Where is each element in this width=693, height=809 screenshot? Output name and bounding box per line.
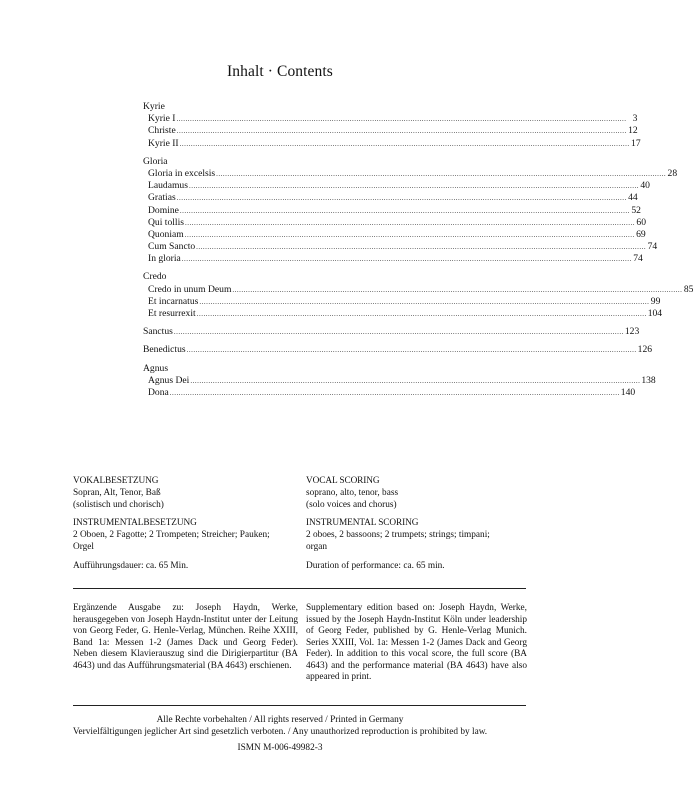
scoring-german <box>73 476 288 580</box>
toc-entry-label: Dona <box>148 386 169 398</box>
toc-entry-label: Cum Sancto <box>148 241 196 253</box>
duration-text: Duration of performance: ca. 65 min. <box>306 560 445 571</box>
instrumental-scoring-line: Orgel <box>73 541 94 552</box>
toc-entry <box>143 192 638 204</box>
rights-notice: Alle Rechte vorbehalten / All rights reserved / Printed in Germany <box>156 715 404 725</box>
toc-entry <box>143 241 658 253</box>
dot-leader: ........................................................................................................................................................................................................ <box>179 206 630 215</box>
duration-text: Aufführungsdauer: ca. 65 Min. <box>73 560 189 571</box>
toc-section-heading: Gloria <box>143 155 168 167</box>
toc-page-number: 12 <box>628 125 638 137</box>
toc-entry-label: Laudamus <box>148 180 188 192</box>
toc-entry-label: Gratias <box>148 192 176 204</box>
instrumental-scoring-line: 2 oboes, 2 bassoons; 2 trumpets; strings; timpani; <box>306 530 490 541</box>
toc-entry <box>143 137 641 150</box>
dot-leader: ........................................................................................................................................................................................................ <box>176 115 627 124</box>
toc-page-number: 44 <box>628 192 638 204</box>
toc-page-number: 28 <box>667 167 678 179</box>
instrumental-scoring-line: 2 Oboen, 2 Fagotte; 2 Trompeten; Streicher; Pauken; <box>73 530 270 541</box>
toc-page-number: 123 <box>624 326 640 338</box>
instrumental-scoring-heading: INSTRUMENTALBESETZUNG <box>73 518 197 529</box>
toc-page-number: 85 <box>683 283 693 295</box>
toc-section <box>143 326 640 338</box>
dot-leader: ........................................................................................................................................................................................................ <box>196 243 647 252</box>
toc-entry-label: Credo in unum Deum <box>148 283 232 295</box>
dot-leader: ........................................................................................................................................................................................................ <box>184 218 635 227</box>
divider-rule <box>73 705 526 706</box>
toc-section-heading: Credo <box>143 271 167 283</box>
toc-entry <box>143 167 678 180</box>
toc-entry-label: Kyrie I <box>148 113 176 125</box>
dot-leader: ........................................................................................................................................................................................................ <box>179 139 630 148</box>
toc-entry <box>143 326 640 338</box>
toc-entry <box>143 344 653 356</box>
toc-entry <box>143 228 646 241</box>
toc-entry <box>143 386 636 399</box>
vocal-scoring-heading: VOCAL SCORING <box>306 476 380 486</box>
ismn-number: ISMN M-006-49982-3 <box>237 743 323 753</box>
toc-entry-label: Domine <box>148 204 179 216</box>
toc-entry <box>143 204 641 217</box>
toc-entry <box>143 374 656 387</box>
toc-entry-label: Kyrie II <box>148 137 179 149</box>
toc-entry-label: Gloria in excelsis <box>148 167 216 179</box>
vocal-scoring-line: soprano, alto, tenor, bass <box>306 487 399 498</box>
toc-entry <box>143 295 661 308</box>
toc-page-number: 69 <box>636 228 646 240</box>
dot-leader: ........................................................................................................................................................................................................ <box>199 297 650 306</box>
toc-entry <box>143 125 638 137</box>
dot-leader: ........................................................................................................................................................................................................ <box>190 376 641 385</box>
dot-leader: ........................................................................................................................................................................................................ <box>176 127 627 136</box>
toc-section <box>143 344 653 356</box>
dot-leader: ........................................................................................................................................................................................................ <box>186 346 637 355</box>
toc-section <box>143 155 678 266</box>
toc-page-number: 60 <box>636 216 646 228</box>
toc-entry <box>143 216 646 229</box>
toc-page-number: 52 <box>631 204 641 216</box>
toc-entry-label: Et incarnatus <box>148 295 199 307</box>
toc-page-number: 74 <box>647 241 658 253</box>
toc-page-number: 3 <box>632 113 638 125</box>
toc-entry-label: Agnus Dei <box>148 374 190 386</box>
supplementary-note-german: Ergänzende Ausgabe zu: Joseph Haydn, Werke, herausgegeben von Joseph Haydn-Institut unter der Leitung von Georg Feder, G. Henle-Verlag, München. Reihe XXIII, Band 1a: Messen 1-2 (James Dack und Georg Feder). Neben diesem Klavierauszug sind die Dirigierpartitur (BA 4643) und das Aufführungsmaterial (BA 4643) erschienen. <box>73 603 298 671</box>
toc-page-number: 126 <box>637 344 653 356</box>
toc-section <box>143 362 656 400</box>
toc-entry <box>143 253 643 265</box>
vocal-scoring-line: Sopran, Alt, Tenor, Baß <box>73 487 161 498</box>
toc-page-number: 17 <box>631 137 641 149</box>
toc-page-number: 40 <box>640 180 650 192</box>
dot-leader: ........................................................................................................................................................................................................ <box>176 194 627 203</box>
vocal-scoring-heading: VOKALBESETZUNG <box>73 476 159 486</box>
toc-entry <box>143 308 663 320</box>
toc-entry <box>143 113 638 125</box>
divider-rule <box>73 588 526 589</box>
footer <box>0 714 560 754</box>
toc-page-number: 99 <box>650 295 661 307</box>
vocal-scoring-line: (solo voices and chorus) <box>306 499 397 510</box>
toc-page-number: 74 <box>633 253 643 265</box>
dot-leader: ........................................................................................................................................................................................................ <box>181 255 632 264</box>
toc-page-number: 138 <box>641 374 656 386</box>
toc-entry-label: Sanctus <box>143 326 173 338</box>
toc-entry-label: Qui tollis <box>148 216 184 228</box>
dot-leader: ........................................................................................................................................................................................................ <box>173 328 624 337</box>
toc-entry-label: Et resurrexit <box>148 308 196 319</box>
table-of-contents <box>143 101 693 405</box>
scoring-english <box>306 476 521 580</box>
page-title: Inhalt · Contents <box>227 63 333 80</box>
vocal-scoring-line: (solistisch und chorisch) <box>73 499 164 510</box>
instrumental-scoring-line: organ <box>306 541 327 552</box>
toc-entry-label: In gloria <box>148 253 181 265</box>
toc-section <box>143 271 693 320</box>
dot-leader: ........................................................................................................................................................................................................ <box>188 182 639 191</box>
toc-section <box>143 101 641 150</box>
toc-entry <box>143 283 693 296</box>
toc-section-heading: Kyrie <box>143 101 165 112</box>
dot-leader: ........................................................................................................................................................................................................ <box>169 388 620 397</box>
toc-entry-label: Quoniam <box>148 228 184 240</box>
toc-page-number: 140 <box>620 386 636 398</box>
toc-entry-label: Christe <box>148 125 176 137</box>
dot-leader: ........................................................................................................................................................................................................ <box>232 285 683 294</box>
instrumental-scoring-heading: INSTRUMENTAL SCORING <box>306 518 419 529</box>
toc-page-number: 104 <box>647 308 663 319</box>
toc-entry-label: Benedictus <box>143 344 186 356</box>
dot-leader: ........................................................................................................................................................................................................ <box>196 310 647 318</box>
copy-notice: Vervielfältigungen jeglicher Art sind gesetzlich verboten. / Any unauthorized reproduction is prohibited by law. <box>72 727 488 737</box>
toc-section-heading: Agnus <box>143 362 169 374</box>
dot-leader: ........................................................................................................................................................................................................ <box>184 230 635 239</box>
toc-entry <box>143 180 650 192</box>
dot-leader: ........................................................................................................................................................................................................ <box>216 169 667 178</box>
supplementary-note-english: Supplementary edition based on: Joseph Haydn, Werke, issued by the Joseph Haydn-Institut Köln under leadership of Georg Feder, published by G. Henle-Verlag Munich. Series XXIII, Vol. 1a: Messen 1-2 (James Dack and Georg Feder). In addition to this vocal score, the full score (BA 4643) and the performance material (BA 4643) have also appeared in print. <box>306 603 527 682</box>
